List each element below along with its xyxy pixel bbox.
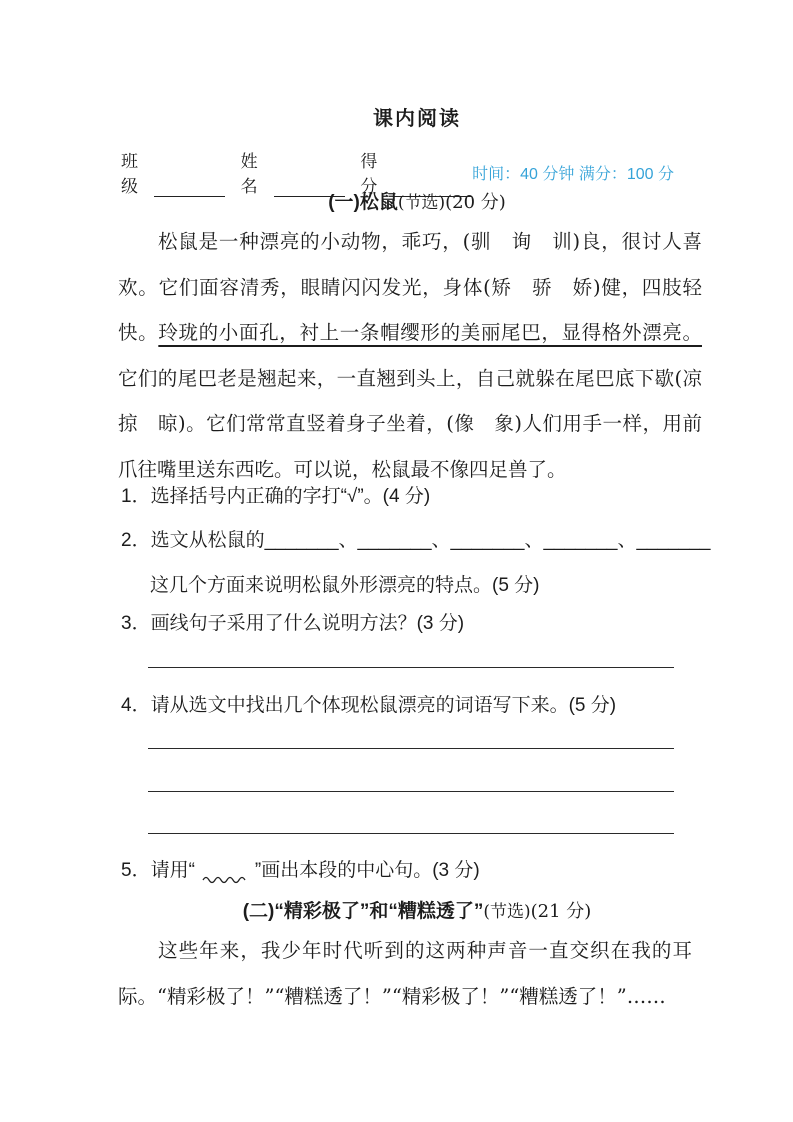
- question-text: 选文从松鼠的_______、_______、_______、_______、_______: [150, 530, 711, 551]
- answer-line: [148, 748, 674, 749]
- answer-line: [148, 667, 674, 668]
- question-2: [121, 525, 711, 552]
- question-number: 5．: [121, 860, 151, 881]
- question-4: [121, 690, 703, 717]
- passage-squirrel: [118, 219, 722, 492]
- section2-heading: [118, 896, 716, 923]
- section1-heading: [118, 187, 716, 214]
- question-text: 选择括号内正确的字打“√”。(4 分): [150, 486, 431, 507]
- passage-segment: 松鼠是一种漂亮的小动物，乖巧，(驯 询 训)良，很讨人喜欢。它们面容清秀，眼睛闪闪发光，身体(矫 骄 娇)健，四肢轻快。: [118, 230, 702, 344]
- passage-segment: 它们的尾巴老是翘起来，一直翘到头上，自己就躲在尾巴底下歇(凉 掠 晾)。它们常常直竖着身子坐着，(像 象)人们用手一样，用前爪往嘴里送东西吃。可以说，松鼠最不像四足兽了。: [118, 366, 722, 481]
- question-text-after-wave: ”画出本段的中心句。(3 分): [254, 860, 480, 881]
- passage-voices: 这些年来，我少年时代听到的这两种声音一直交织在我的耳际。“精彩极了！”“糟糕透了！”“精彩极了！”“糟糕透了！”……: [118, 939, 692, 1008]
- section2-title: (二)“精彩极了”和“糟糕透了”: [242, 901, 484, 922]
- question-number: 2．: [121, 530, 151, 551]
- score-label: 得分: [360, 152, 378, 196]
- page-title: 课内阅读: [373, 108, 461, 130]
- question-text-before-wave: 请用“: [150, 860, 195, 881]
- class-label: 班级: [121, 152, 138, 196]
- section2-subtitle: (节选): [483, 902, 531, 922]
- answer-line: [148, 791, 674, 792]
- passage-underlined-sentence: 玲珑的小面孔，衬上一条帽缨形的美丽尾巴，显得格外漂亮。: [158, 321, 702, 344]
- question-number: 1．: [121, 486, 151, 507]
- question-1: [121, 481, 703, 508]
- name-label: 姓名: [240, 152, 258, 196]
- section2-score: (21 分): [530, 901, 592, 922]
- question-number: 4．: [121, 695, 151, 716]
- question-number: 3．: [121, 613, 151, 634]
- question-5: [121, 855, 703, 884]
- wavy-line-icon: [202, 860, 248, 884]
- time-score-note: 时间：40 分钟 满分：100 分: [472, 165, 674, 183]
- question-3: [121, 608, 703, 635]
- question-text: [151, 855, 480, 884]
- section1-title: (一)松鼠: [328, 192, 398, 213]
- section1-subtitle: (节选): [397, 193, 446, 213]
- question-text: 画线句子采用了什么说明方法？(3 分): [150, 613, 465, 634]
- section1-score: (20 分): [445, 192, 506, 213]
- answer-line: [148, 833, 674, 834]
- question-text: 请从选文中找出几个体现松鼠漂亮的词语写下来。(5 分): [150, 695, 617, 716]
- question-2-continued: 这几个方面来说明松鼠外形漂亮的特点。(5 分): [150, 575, 540, 596]
